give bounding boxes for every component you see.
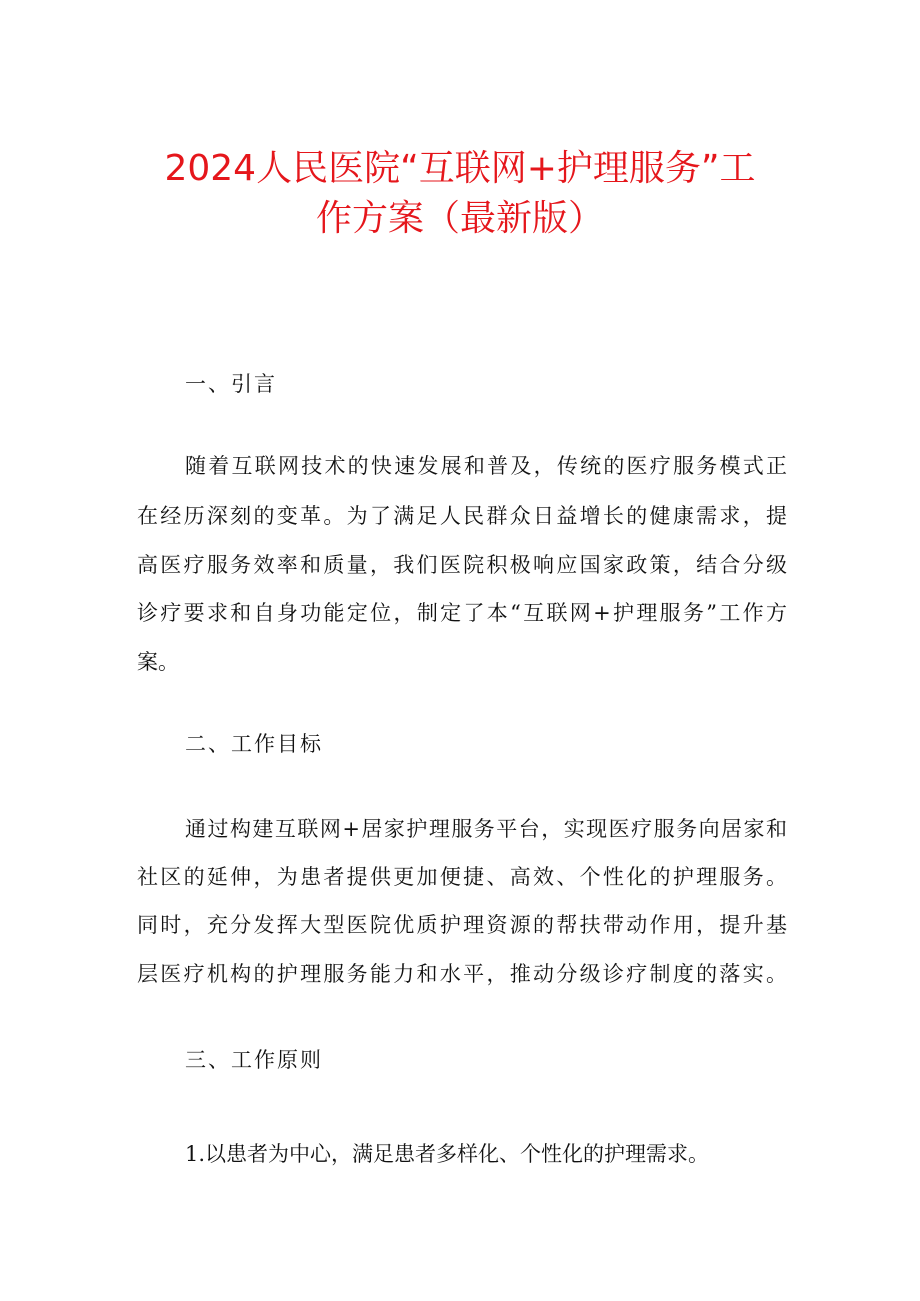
- intro-paragraph-line: 高医疗服务效率和质量，我们医院积极响应国家政策，结合分级: [137, 553, 787, 577]
- principle-item: 1.以患者为中心，满足患者多样化、个性化的护理需求。: [185, 1142, 710, 1166]
- document-title-line-2: 作方案（最新版）: [315, 198, 604, 239]
- intro-paragraph-line: 在经历深刻的变革。为了满足人民群众日益增长的健康需求，提: [137, 504, 787, 528]
- goal-paragraph-line: 同时，充分发挥大型医院优质护理资源的帮扶带动作用，提升基: [137, 913, 787, 937]
- intro-paragraph-line: 随着互联网技术的快速发展和普及，传统的医疗服务模式正: [185, 454, 787, 478]
- goal-paragraph-line: 层医疗机构的护理服务能力和水平，推动分级诊疗制度的落实。: [137, 962, 787, 986]
- section-heading-principles: 三、工作原则: [185, 1048, 323, 1072]
- goal-paragraph-line: 通过构建互联网+居家护理服务平台，实现医疗服务向居家和: [185, 817, 787, 841]
- section-heading-intro: 一、引言: [185, 372, 277, 396]
- document-title-line-1: 2024人民医院“互联网+护理服务”工: [164, 148, 756, 189]
- section-heading-goal: 二、工作目标: [185, 732, 323, 756]
- goal-paragraph-line: 社区的延伸，为患者提供更加便捷、高效、个性化的护理服务。: [137, 865, 787, 889]
- intro-paragraph-line: 诊疗要求和自身功能定位，制定了本“互联网+护理服务”工作方: [137, 601, 787, 625]
- intro-paragraph-line: 案。: [137, 650, 179, 674]
